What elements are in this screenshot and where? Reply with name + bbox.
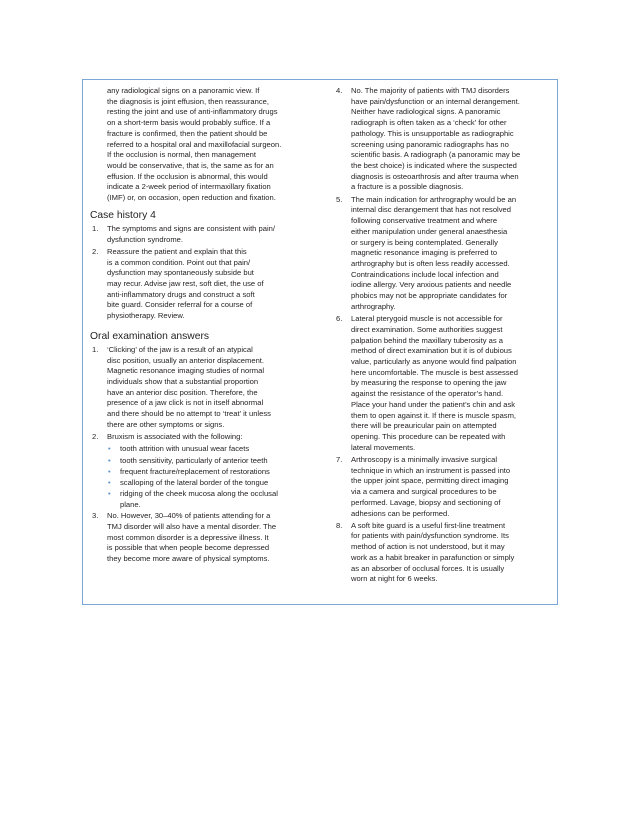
- item-number: 1.: [92, 223, 99, 233]
- text-line: dysfunction may spontaneously subside but: [107, 268, 254, 278]
- text-line: the diagnosis is joint effusion, then reassurance,: [107, 96, 269, 106]
- bullet-item: [87, 489, 313, 510]
- text-line: would be conservative, that is, the same as for an: [107, 161, 274, 171]
- text-line: technique in which an instrument is passed into: [351, 465, 511, 475]
- list-item: [87, 247, 313, 322]
- list-item: [87, 432, 313, 443]
- text-line: disc position, usually an anterior displacement.: [107, 355, 265, 365]
- text-line: they become more aware of physical symptoms.: [107, 554, 270, 564]
- text-line: anti-inflammatory drugs and construct a soft: [107, 289, 255, 299]
- text-line: there are other symptoms or signs.: [107, 419, 225, 429]
- text-line: arthrography.: [351, 301, 396, 311]
- list-item: [331, 314, 554, 453]
- text-line: on a short-term basis would probably suffice. If a: [107, 118, 271, 128]
- text-line: tooth sensitivity, particularly of anterior teeth: [120, 455, 268, 465]
- item-number: 7.: [336, 454, 343, 464]
- text-line: scalloping of the lateral border of the tongue: [120, 478, 269, 487]
- text-line: method of action is not understood, but it may: [351, 542, 505, 552]
- text-line: physiotherapy. Review.: [107, 311, 185, 321]
- text-line: tooth attrition with unusual wear facets: [120, 444, 250, 454]
- list-item: [331, 86, 554, 193]
- text-line: via a camera and surgical procedures to be: [351, 487, 497, 497]
- text-line: Arthroscopy is a minimally invasive surgical: [351, 454, 498, 464]
- item-number: 8.: [336, 520, 343, 530]
- bullet-item: [87, 444, 313, 455]
- text-line: diagnosis is osteoarthrosis and after trauma when: [351, 171, 519, 181]
- text-line: screening using panoramic radiographs has no: [351, 139, 509, 149]
- text-line: internal disc derangement that has not resolved: [351, 205, 511, 215]
- item-number: 2.: [92, 246, 99, 256]
- text-line: by measuring the response to opening the jaw: [351, 378, 507, 388]
- text-line: fracture is confirmed, then the patient should be: [107, 128, 268, 138]
- text-line: individuals show that a substantial proportion: [107, 377, 259, 387]
- text-line: here uncomfortable. The muscle is best assessed: [351, 367, 519, 377]
- text-line: TMJ disorder will also have a mental disorder. The: [107, 521, 277, 531]
- list-item: [87, 224, 313, 245]
- text-line: The symptoms and signs are consistent with pain/: [107, 223, 275, 233]
- text-line: worn at night for 6 weeks.: [351, 574, 438, 584]
- item-number: 1.: [92, 344, 99, 354]
- case-history-heading: Case history 4: [90, 209, 156, 221]
- text-line: indicate a 2-week period of intermaxillary fixation: [107, 182, 271, 192]
- text-line: following conservative treatment and where: [351, 216, 498, 226]
- text-line: and there should be no attempt to ‘treat’ it unless: [107, 409, 271, 419]
- bullet-icon: •: [108, 444, 111, 454]
- bruxism-bullet-list: [87, 444, 313, 510]
- item-number: 6.: [336, 314, 343, 324]
- right-column: [331, 86, 554, 587]
- text-line: have pain/dysfunction or an internal derangement.: [351, 96, 520, 106]
- case-history-list: [87, 224, 313, 322]
- text-line: Magnetic resonance imaging studies of normal: [107, 366, 265, 376]
- text-line: arthrography but is often less readily accessed.: [351, 259, 510, 268]
- text-line: If the occlusion is normal, then management: [107, 150, 257, 160]
- text-line: bite guard. Consider referral for a course of: [107, 300, 253, 310]
- text-line: (IMF) or, on occasion, open reduction and fixation.: [107, 193, 276, 203]
- intro-paragraph: [107, 86, 313, 204]
- text-line: referred to a hospital oral and maxillofacial surgeon.: [107, 139, 282, 149]
- text-line: is a common condition. Point out that pain/: [107, 257, 251, 267]
- text-line: or surgery is being contemplated. Generally: [351, 237, 498, 247]
- text-line: plane.: [120, 499, 141, 509]
- text-line: them to open against it. If there is muscle spasm,: [351, 410, 517, 420]
- bullet-icon: •: [108, 489, 111, 499]
- list-item: [87, 511, 313, 565]
- text-line: ridging of the cheek mucosa along the occlusal: [120, 489, 278, 499]
- text-line: iodine allergy. Very anxious patients and needle: [351, 280, 512, 290]
- list-item: [87, 345, 313, 431]
- text-line: No. However, 30–40% of patients attending for a: [107, 511, 271, 521]
- bullet-icon: •: [108, 466, 111, 476]
- text-line: resting the joint and use of anti-inflammatory drugs: [107, 107, 278, 117]
- text-line: palpation behind the maxillary tuberosity as a: [351, 335, 503, 345]
- text-line: against the resistance of the operator’s hand.: [351, 389, 504, 399]
- text-line: The main indication for arthrography would be an: [351, 194, 517, 204]
- text-line: the upper joint space, permitting direct imaging: [351, 476, 509, 486]
- text-line: performed. Lavage, biopsy and sectioning of: [351, 497, 501, 507]
- text-line: magnetic resonance imaging is preferred to: [351, 248, 498, 258]
- text-line: lateral movements.: [351, 442, 416, 452]
- text-line: as an absorber of occlusal forces. It is usually: [351, 563, 505, 573]
- text-line: A soft bite guard is a useful first-line treatment: [351, 520, 506, 530]
- text-line: the best choice) is indicated where the suspected: [351, 161, 517, 171]
- bullet-item: [87, 467, 313, 478]
- text-line: method of direct examination but it is of dubious: [351, 346, 512, 356]
- bullet-icon: •: [108, 478, 111, 487]
- text-line: either manipulation under general anaesthesia: [351, 226, 508, 236]
- text-line: Neither have radiological signs. A panoramic: [351, 107, 501, 117]
- item-number: 3.: [92, 511, 99, 521]
- text-line: value, particularly as anyone would find palpation: [351, 356, 517, 366]
- text-line: pathology. This is unsupportable as radiographic: [351, 128, 514, 138]
- text-line: frequent fracture/replacement of restorations: [120, 466, 270, 476]
- text-line: a fracture is a possible diagnosis.: [351, 182, 464, 192]
- text-line: is possible that when people become depressed: [107, 543, 270, 553]
- text-line: ‘Clicking’ of the jaw is a result of an atypical: [107, 344, 253, 354]
- text-line: Bruxism is associated with the following:: [107, 432, 243, 442]
- text-line: there will be preauricular pain on attempted: [351, 421, 497, 431]
- text-line: Reassure the patient and explain that this: [107, 246, 247, 256]
- item-number: 2.: [92, 432, 99, 442]
- text-line: Contraindications include local infection and: [351, 269, 499, 279]
- text-line: adhesions can be performed.: [351, 508, 450, 518]
- text-line: most common disorder is a depressive illness. It: [107, 532, 269, 542]
- bullet-icon: •: [108, 455, 111, 465]
- text-line: No. The majority of patients with TMJ disorders: [351, 86, 510, 95]
- item-number: 5.: [336, 194, 343, 204]
- text-line: any radiological signs on a panoramic view. If: [107, 86, 260, 95]
- list-item: [331, 455, 554, 519]
- text-line: Lateral pterygoid muscle is not accessible for: [351, 314, 503, 324]
- text-line: work as a habit breaker in parafunction or simply: [351, 552, 515, 562]
- list-item: [331, 195, 554, 313]
- left-column: [87, 86, 313, 566]
- text-line: radiograph is often taken as a ‘check’ for other: [351, 118, 507, 128]
- text-line: effusion. If the occlusion is abnormal, this would: [107, 171, 268, 181]
- text-line: presence of a jaw click is not in itself abnormal: [107, 398, 264, 408]
- text-line: have an anterior disc position. Therefore, the: [107, 387, 258, 397]
- text-line: phobics may not be appropriate candidates for: [351, 291, 508, 301]
- oral-examination-heading: Oral examination answers: [90, 330, 210, 342]
- item-number: 4.: [336, 86, 343, 95]
- bullet-item: [87, 456, 313, 467]
- list-item: [331, 521, 554, 585]
- text-line: scientific basis. A radiograph (a panoramic may be: [351, 150, 521, 160]
- bullet-item: [87, 478, 313, 489]
- text-line: direct examination. Some authorities suggest: [351, 324, 503, 334]
- text-line: may recur. Advise jaw rest, soft diet, the use of: [107, 279, 264, 288]
- text-line: dysfunction syndrome.: [107, 234, 183, 244]
- text-line: opening. This procedure can be repeated with: [351, 432, 506, 441]
- text-line: for patients with pain/dysfunction syndrome. Its: [351, 531, 509, 541]
- oral-examination-list: [87, 345, 313, 565]
- text-line: Place your hand under the patient’s chin and ask: [351, 399, 516, 409]
